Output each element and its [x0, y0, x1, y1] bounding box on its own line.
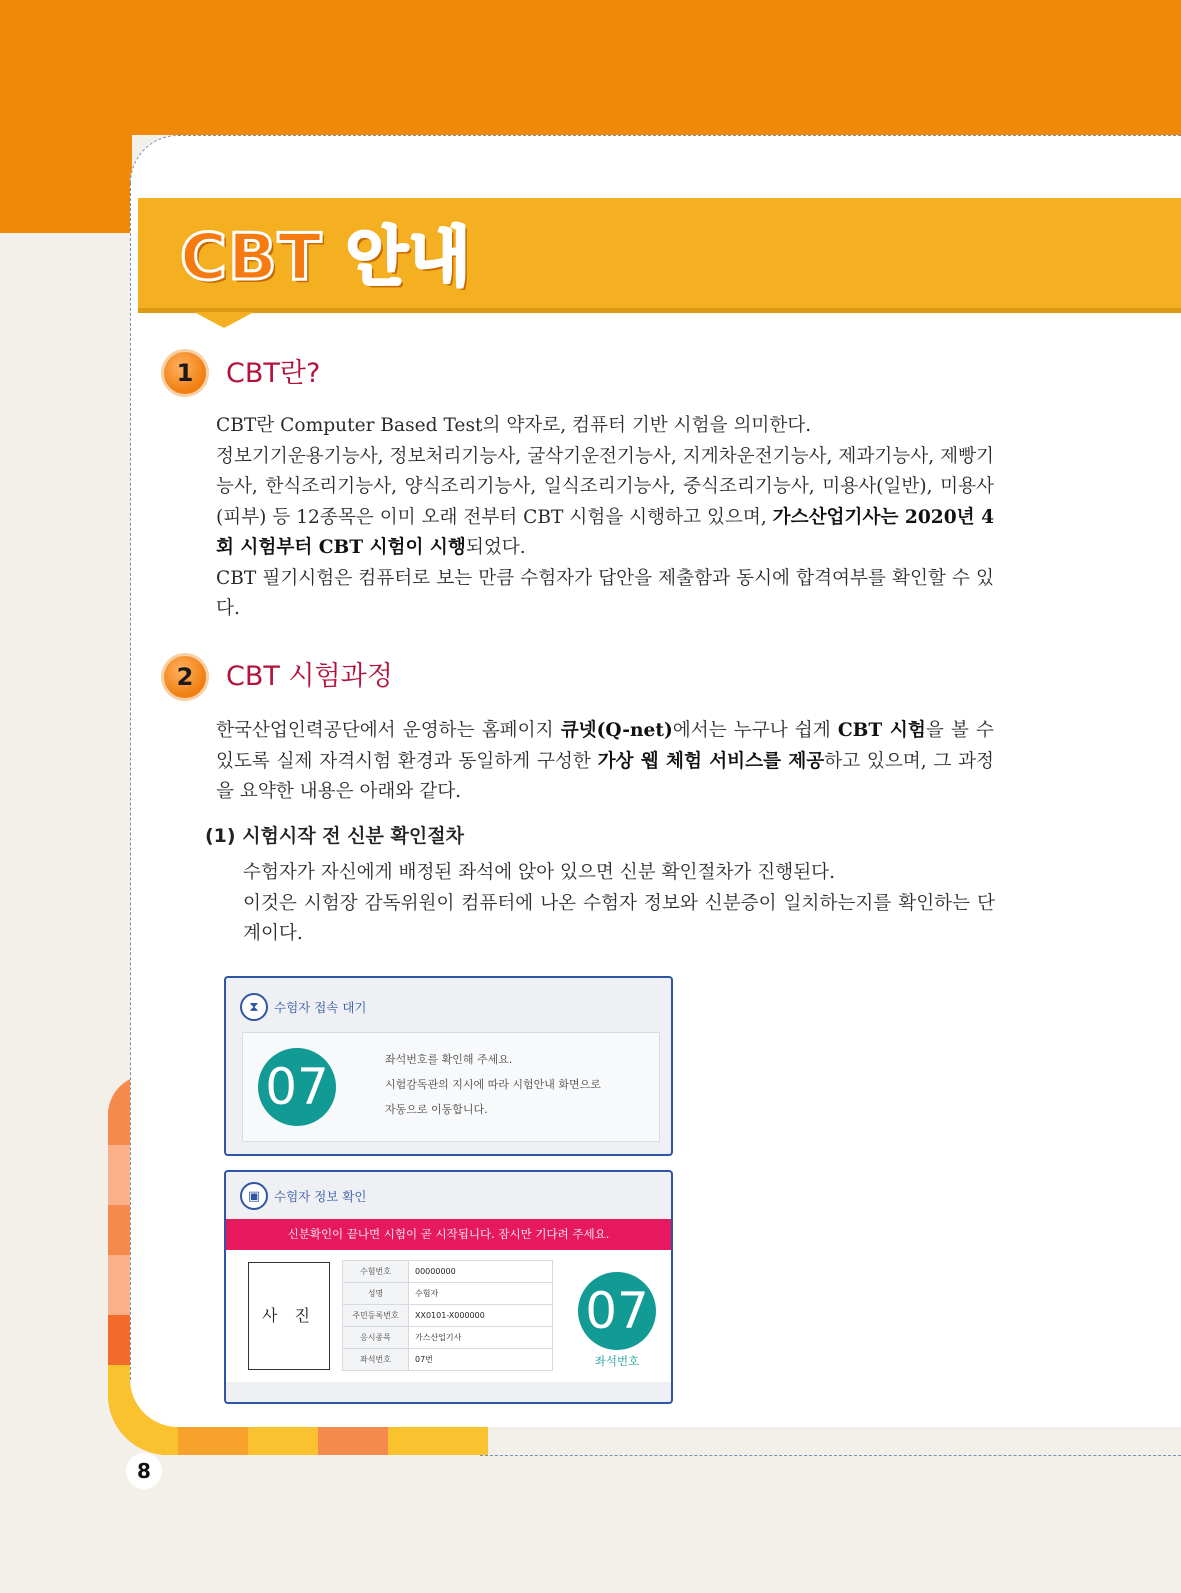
section-1-paragraph-3: CBT 필기시험은 컴퓨터로 보는 만큼 수험자가 답안을 제출함과 동시에 합격여부를 확인할 수 있다.: [216, 567, 994, 619]
section-2-title: CBT 시험과정: [226, 661, 393, 692]
page-number: 8: [126, 1453, 162, 1489]
examinee-info-panel: [226, 1250, 671, 1382]
section-1-line-1: CBT란 Computer Based Test의 약자로, 컴퓨터 기반 시험을 의미한다.: [216, 415, 812, 436]
seat-number-circle-2: 07: [578, 1272, 656, 1350]
info-table-row: [343, 1261, 553, 1283]
highlight-gas-cbt: 가스산업기사는 2020년 4회 시험부터 CBT 시험이 시행: [216, 506, 995, 558]
id-card-icon: ▣: [240, 1182, 268, 1210]
section-1-body: [216, 411, 994, 625]
stitch-line-top: [178, 135, 1181, 136]
examinee-info-table: [342, 1260, 553, 1371]
identity-check-notice: 신분확인이 끝나면 시험이 곧 시작됩니다. 잠시만 기다려 주세요.: [226, 1219, 671, 1250]
info-label: 수험번호: [343, 1261, 409, 1283]
info-table-row: [343, 1305, 553, 1327]
section-1-paragraph-2: 정보기기운용기능사, 정보처리기능사, 굴삭기운전기능사, 지게차운전기능사, 제과기능사, 제빵기능사, 한식조리기능사, 양식조리기능사, 일식조리기능사, 중식조리기능사, 미용사(일반), 미용사(피부) 등 12종목은 이미 오래 전부터 CBT 시험을 시행하고 있으며, 가스산업기사는 2020년 4회 시험부터 CBT 시험이 시행되었다.: [216, 445, 995, 558]
hourglass-icon: ⧗: [240, 993, 268, 1021]
banner-notch: [194, 312, 254, 328]
left-orange-band: [0, 0, 132, 233]
highlight-cbt-exam: CBT 시험: [837, 720, 926, 741]
info-label: 주민등록번호: [343, 1305, 409, 1327]
info-table-row: [343, 1349, 553, 1371]
section-2-body: 한국산업인력공단에서 운영하는 홈페이지 큐넷(Q-net)에서는 누구나 쉽게 CBT 시험을 볼 수 있도록 실제 자격시험 환경과 동일하게 구성한 가상 웹 체험 서비스를 제공하고 있으며, 그 과정을 요약한 내용은 아래와 같다.: [216, 720, 994, 802]
screen-examinee-info-card: [224, 1170, 673, 1404]
section-1-title: CBT란?: [226, 358, 321, 389]
section-2-number-badge: 2: [161, 653, 209, 701]
info-table-row: [343, 1283, 553, 1305]
screen-waiting-title: 수험자 접속 대기: [274, 1000, 367, 1015]
seat-number-circle: 07: [258, 1048, 336, 1126]
subsection-1-heading: (1) 시험시작 전 신분 확인절차: [205, 825, 464, 847]
waiting-message: 좌석번호를 확인해 주세요. 시험감독관의 지시에 따라 시험안내 화면으로 자동으로 이동합니다.: [385, 1053, 601, 1116]
info-label: 응시종목: [343, 1327, 409, 1349]
info-table-row: [343, 1327, 553, 1349]
screen-waiting-panel: [242, 1032, 660, 1142]
info-value: 수험자: [409, 1283, 553, 1305]
stitch-line-left: [130, 183, 131, 1380]
info-value: 가스산업기사: [409, 1327, 553, 1349]
photo-placeholder: 사 진: [248, 1262, 330, 1370]
stitch-corner: [130, 135, 179, 184]
highlight-web-service: 가상 웹 체험 서비스를 제공: [597, 750, 825, 772]
seat-number-label: 좌석번호: [594, 1354, 640, 1368]
info-value: 00000000: [409, 1261, 553, 1283]
banner-shadow: [138, 308, 1181, 313]
info-label: 성명: [343, 1283, 409, 1305]
highlight-qnet: 큐넷(Q-net): [560, 720, 673, 741]
info-value: XX0101-X000000: [409, 1305, 553, 1327]
screen-info-title: 수험자 정보 확인: [274, 1189, 367, 1204]
subsection-1-body: 수험자가 자신에게 배정된 좌석에 앉아 있으면 신분 확인절차가 진행된다. 이것은 시험장 감독위원이 컴퓨터에 나온 수험자 정보와 신분증이 일치하는지를 확인하는 단계이다.: [243, 862, 995, 944]
page-title: CBT 안내: [180, 221, 472, 295]
info-label: 좌석번호: [343, 1349, 409, 1371]
screen-info-header: [240, 1181, 366, 1211]
stitch-line-bottom: [480, 1455, 1181, 1456]
screen-waiting-card: [224, 976, 673, 1156]
screen-waiting-header: [240, 992, 366, 1022]
top-orange-band: [0, 0, 1181, 135]
section-1-number-badge: 1: [161, 349, 209, 397]
info-value: 07번: [409, 1349, 553, 1371]
